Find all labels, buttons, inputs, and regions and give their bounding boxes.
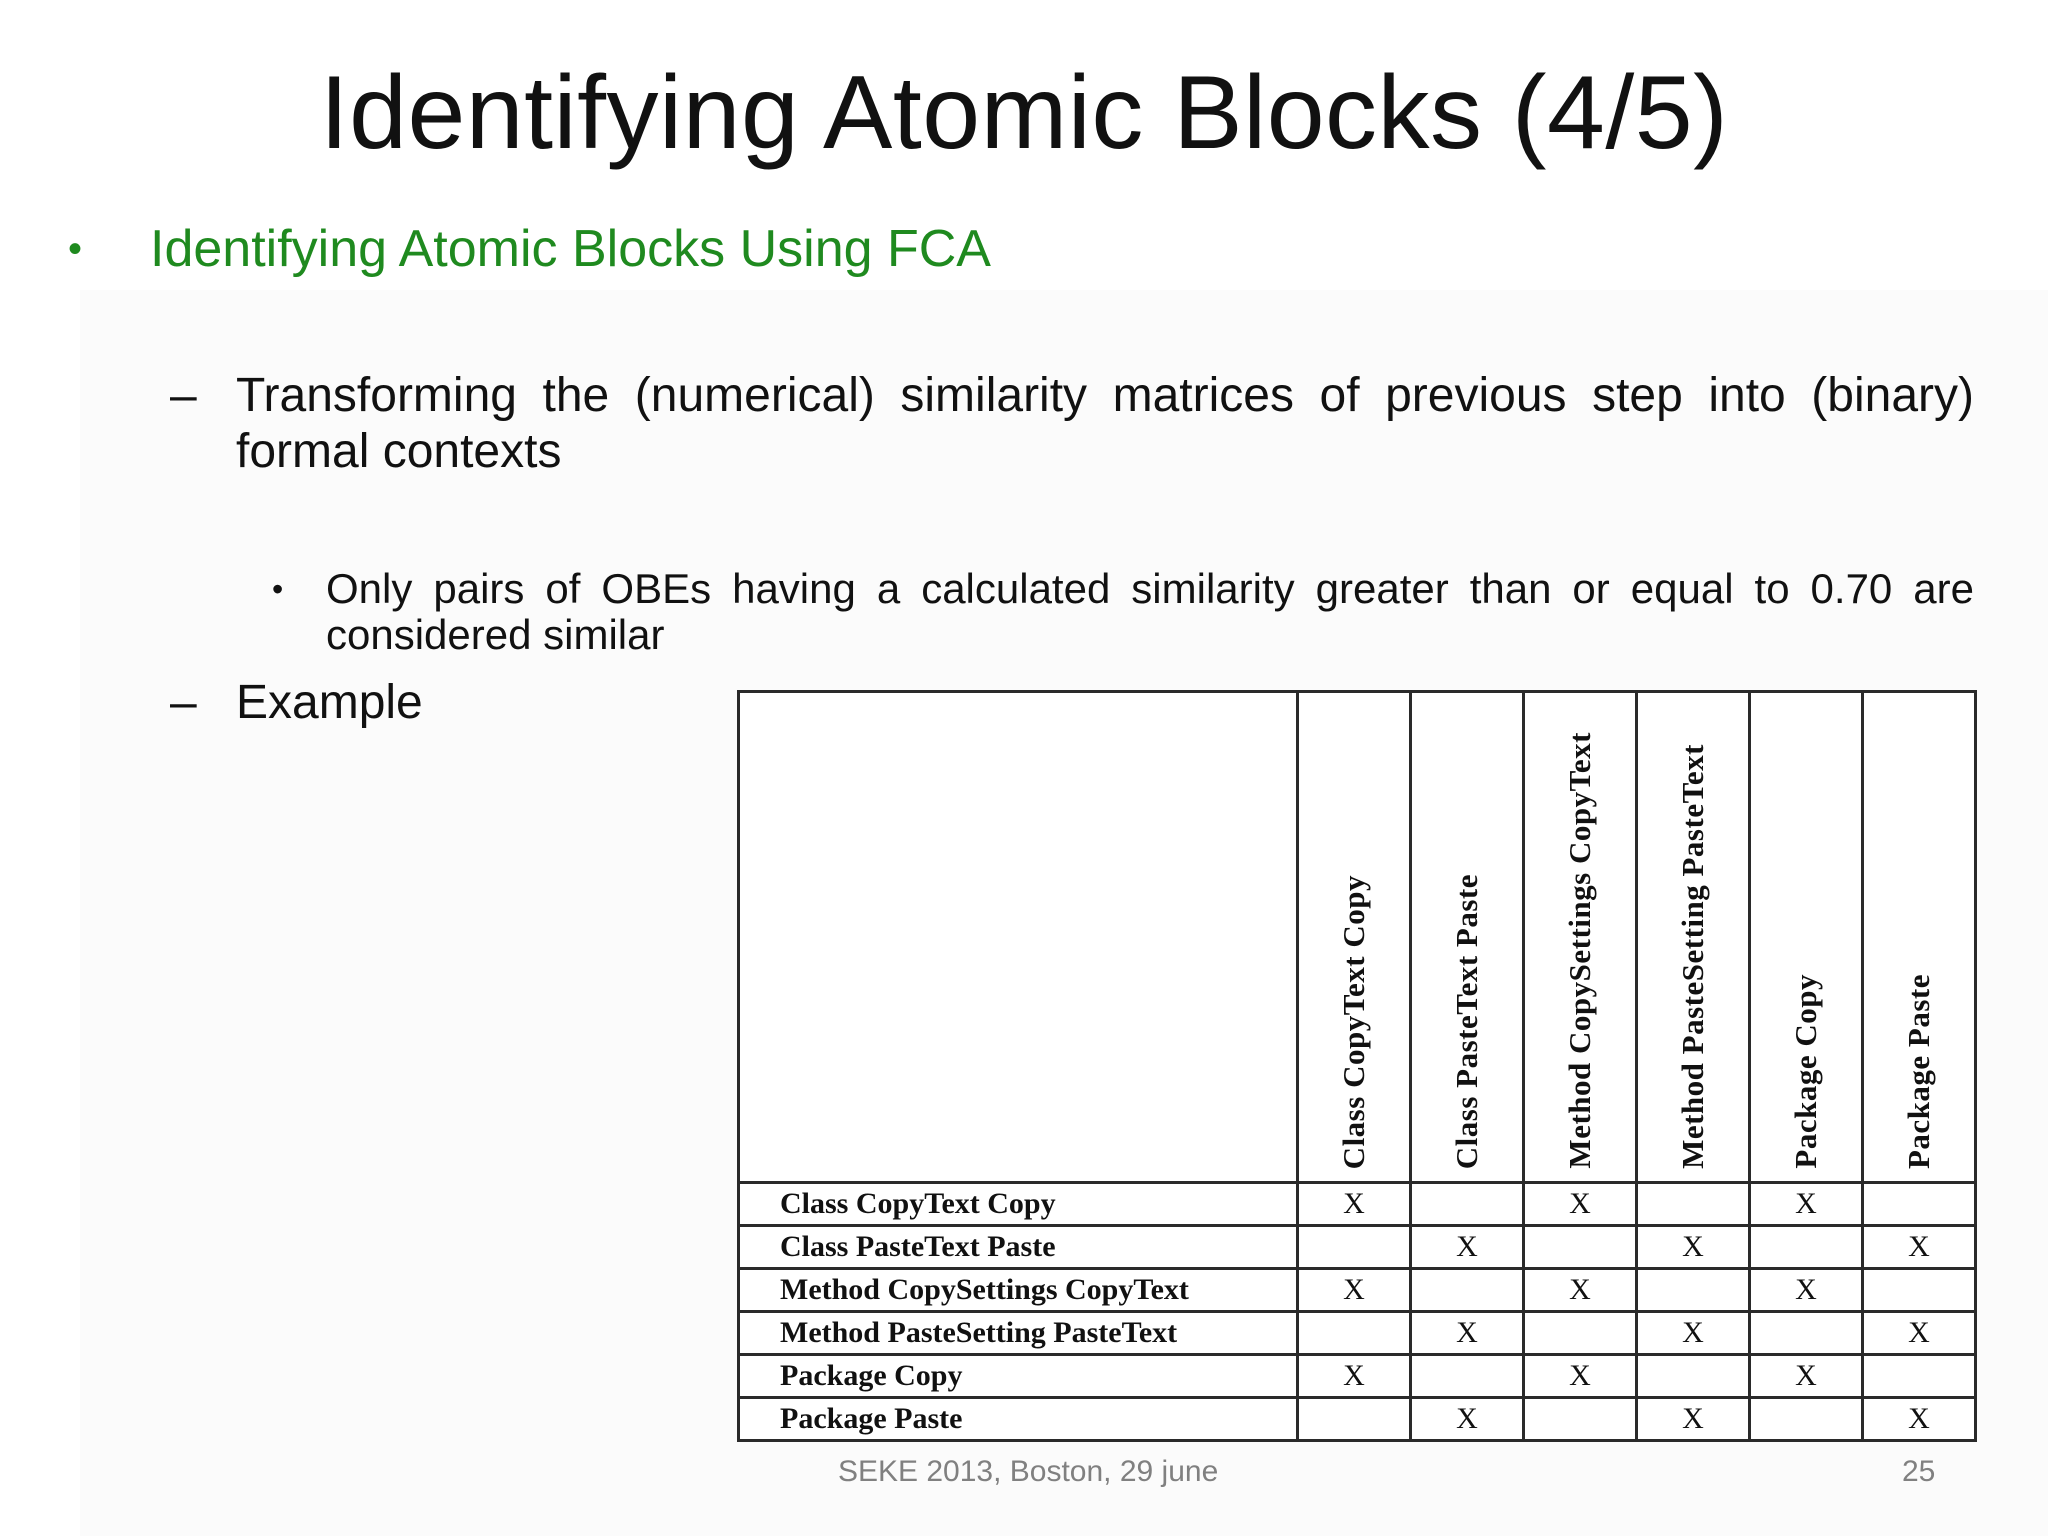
- table-row: [739, 1269, 1976, 1312]
- sub-sub-item-threshold: Only pairs of OBEs having a calculated similarity greater than or equal to 0.70 are considered similar: [326, 565, 1974, 658]
- formal-context-table: [737, 690, 1977, 1442]
- table-cell: [1524, 1312, 1637, 1355]
- table-cell: X: [1637, 1226, 1750, 1269]
- column-header-label: Package Paste: [1901, 973, 1936, 1169]
- main-bullet-text: Identifying Atomic Blocks Using FCA: [150, 220, 991, 278]
- footer-page-number: 25: [1902, 1455, 1936, 1488]
- table-cell: X: [1524, 1355, 1637, 1398]
- column-header-label: Method CopySettings CopyText: [1562, 732, 1597, 1169]
- column-header-label: Class CopyText Copy: [1336, 874, 1371, 1169]
- column-header-label: Package Copy: [1788, 974, 1823, 1169]
- row-header: Method PasteSetting PasteText: [739, 1312, 1298, 1355]
- table-cell: [1524, 1398, 1637, 1441]
- row-header: Class PasteText Paste: [739, 1226, 1298, 1269]
- main-bullet: [68, 214, 991, 284]
- table-cell: [1863, 1355, 1976, 1398]
- sub-item-transforming: Transforming the (numerical) similarity matrices of previous step into (binary) formal contexts: [236, 369, 1974, 478]
- table-cell: X: [1637, 1398, 1750, 1441]
- table-cell: X: [1411, 1312, 1524, 1355]
- table-cell: [1637, 1355, 1750, 1398]
- table-cell: [1411, 1355, 1524, 1398]
- table-cell: X: [1298, 1269, 1411, 1312]
- table-cell: X: [1750, 1355, 1863, 1398]
- column-header-label: Class PasteText Paste: [1449, 873, 1484, 1169]
- table-cell: X: [1863, 1312, 1976, 1355]
- table-cell: [1637, 1183, 1750, 1226]
- column-header: [1524, 692, 1637, 1183]
- table-cell: [1298, 1312, 1411, 1355]
- table-cell: X: [1863, 1226, 1976, 1269]
- dash-icon: –: [170, 676, 197, 729]
- table-cell: [1298, 1398, 1411, 1441]
- table-row: [739, 1312, 1976, 1355]
- dash-icon: –: [170, 369, 197, 422]
- table-cell: [1750, 1398, 1863, 1441]
- table-cell: X: [1411, 1226, 1524, 1269]
- table-cell: X: [1863, 1398, 1976, 1441]
- column-header: [1298, 692, 1411, 1183]
- bullet-icon: •: [68, 227, 83, 271]
- table-cell: [1411, 1269, 1524, 1312]
- table-cell: [1750, 1226, 1863, 1269]
- column-header: [1411, 692, 1524, 1183]
- table-cell: [1524, 1226, 1637, 1269]
- row-header: Package Copy: [739, 1355, 1298, 1398]
- table-cell: X: [1298, 1355, 1411, 1398]
- row-header: Package Paste: [739, 1398, 1298, 1441]
- table-header-row: [739, 692, 1976, 1183]
- table-row: [739, 1398, 1976, 1441]
- row-header: Class CopyText Copy: [739, 1183, 1298, 1226]
- table-cell: [1637, 1269, 1750, 1312]
- column-header-label: Method PasteSetting PasteText: [1675, 744, 1710, 1169]
- table-row: [739, 1226, 1976, 1269]
- column-header: [1637, 692, 1750, 1183]
- table-cell: [1863, 1183, 1976, 1226]
- sub-item-example: Example: [236, 676, 423, 729]
- table-cell: X: [1637, 1312, 1750, 1355]
- table-cell: X: [1298, 1183, 1411, 1226]
- table-cell: [1750, 1312, 1863, 1355]
- footer-event: SEKE 2013, Boston, 29 june: [838, 1455, 1219, 1488]
- table-cell: [1411, 1183, 1524, 1226]
- table-cell: [1298, 1226, 1411, 1269]
- column-header: [1750, 692, 1863, 1183]
- table-corner-cell: [739, 692, 1298, 1183]
- table-cell: [1863, 1269, 1976, 1312]
- table-row: [739, 1183, 1976, 1226]
- table-cell: X: [1524, 1269, 1637, 1312]
- column-header: [1863, 692, 1976, 1183]
- table-cell: X: [1411, 1398, 1524, 1441]
- row-header: Method CopySettings CopyText: [739, 1269, 1298, 1312]
- table-cell: X: [1524, 1183, 1637, 1226]
- table-cell: X: [1750, 1269, 1863, 1312]
- slide-title: Identifying Atomic Blocks (4/5): [319, 55, 1729, 171]
- sub-bullet-icon: •: [272, 571, 284, 607]
- table-cell: X: [1750, 1183, 1863, 1226]
- table-row: [739, 1355, 1976, 1398]
